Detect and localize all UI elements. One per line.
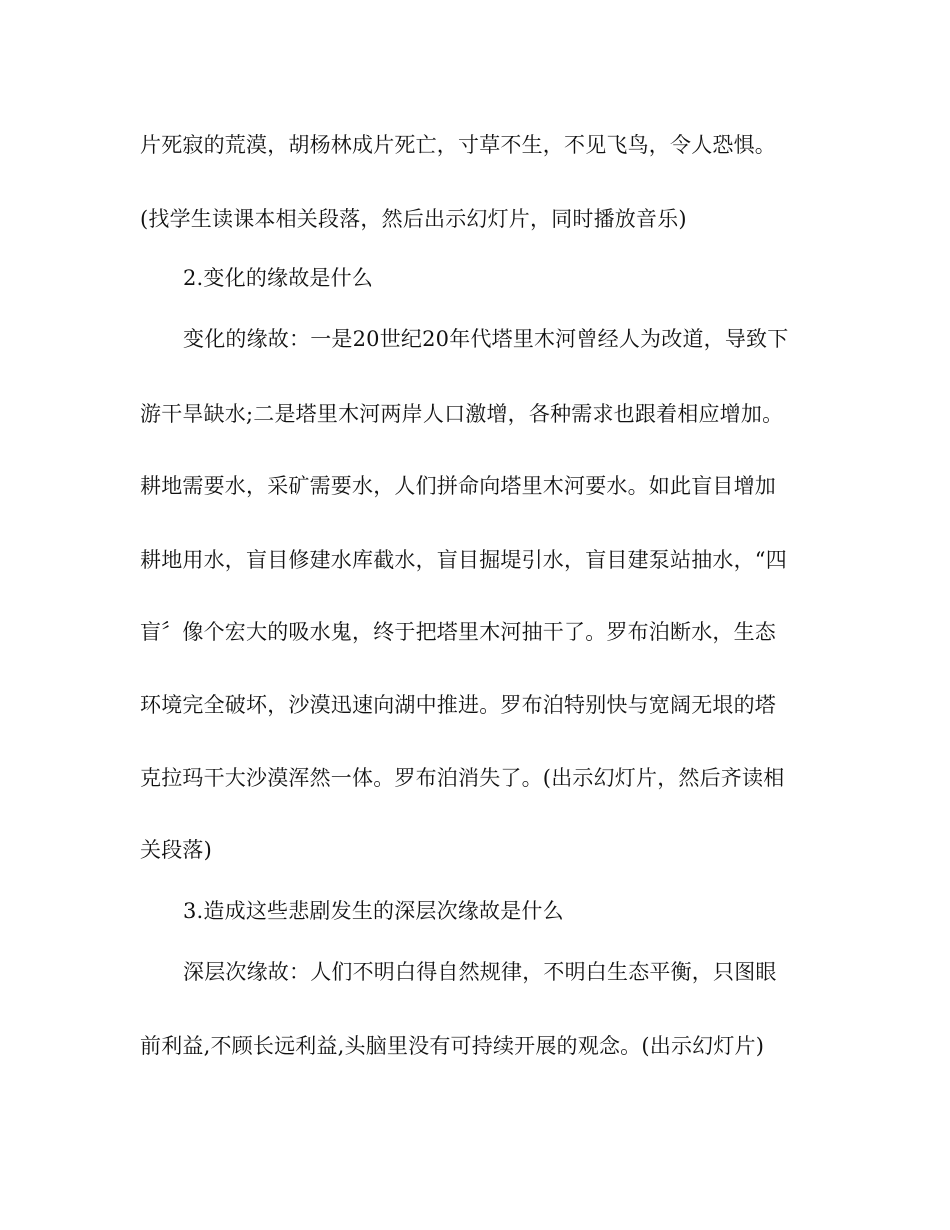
text-line: 关段落) bbox=[140, 838, 212, 862]
text-line: 耕地用水，盲目修建水库截水，盲目掘堤引水，盲目建泵站抽水，“四 bbox=[140, 548, 787, 572]
text-line: 盲〞像个宏大的吸水鬼，终于把塔里木河抽干了。罗布泊断水，生态 bbox=[140, 620, 776, 644]
text-line: 游干旱缺水;二是塔里木河两岸人口激增，各种需求也跟着相应增加。 bbox=[140, 402, 784, 426]
text-line: 变化的缘故：一是20世纪20年代塔里木河曾经人为改道，导致下 bbox=[183, 327, 789, 351]
text-line: 前利益,不顾长远利益,头脑里没有可持续开展的观念。(出示幻灯片) bbox=[140, 1034, 765, 1058]
section-heading: 3.造成这些悲剧发生的深层次缘故是什么 bbox=[183, 899, 564, 923]
text-line: (找学生读课本相关段落，然后出示幻灯片，同时播放音乐) bbox=[140, 207, 687, 231]
text-line: 耕地需要水，采矿需要水，人们拼命向塔里木河要水。如此盲目增加 bbox=[140, 474, 776, 498]
text-line: 深层次缘故：人们不明白得自然规律，不明白生态平衡，只图眼 bbox=[183, 960, 777, 984]
text-line: 片死寂的荒漠，胡杨林成片死亡，寸草不生，不见飞鸟，令人恐惧。 bbox=[140, 133, 776, 157]
text-line: 环境完全破坏，沙漠迅速向湖中推进。罗布泊特别快与宽阔无垠的塔 bbox=[140, 693, 776, 717]
section-heading: 2.变化的缘故是什么 bbox=[183, 266, 374, 290]
text-line: 克拉玛干大沙漠浑然一体。罗布泊消失了。(出示幻灯片，然后齐读相 bbox=[140, 766, 785, 790]
